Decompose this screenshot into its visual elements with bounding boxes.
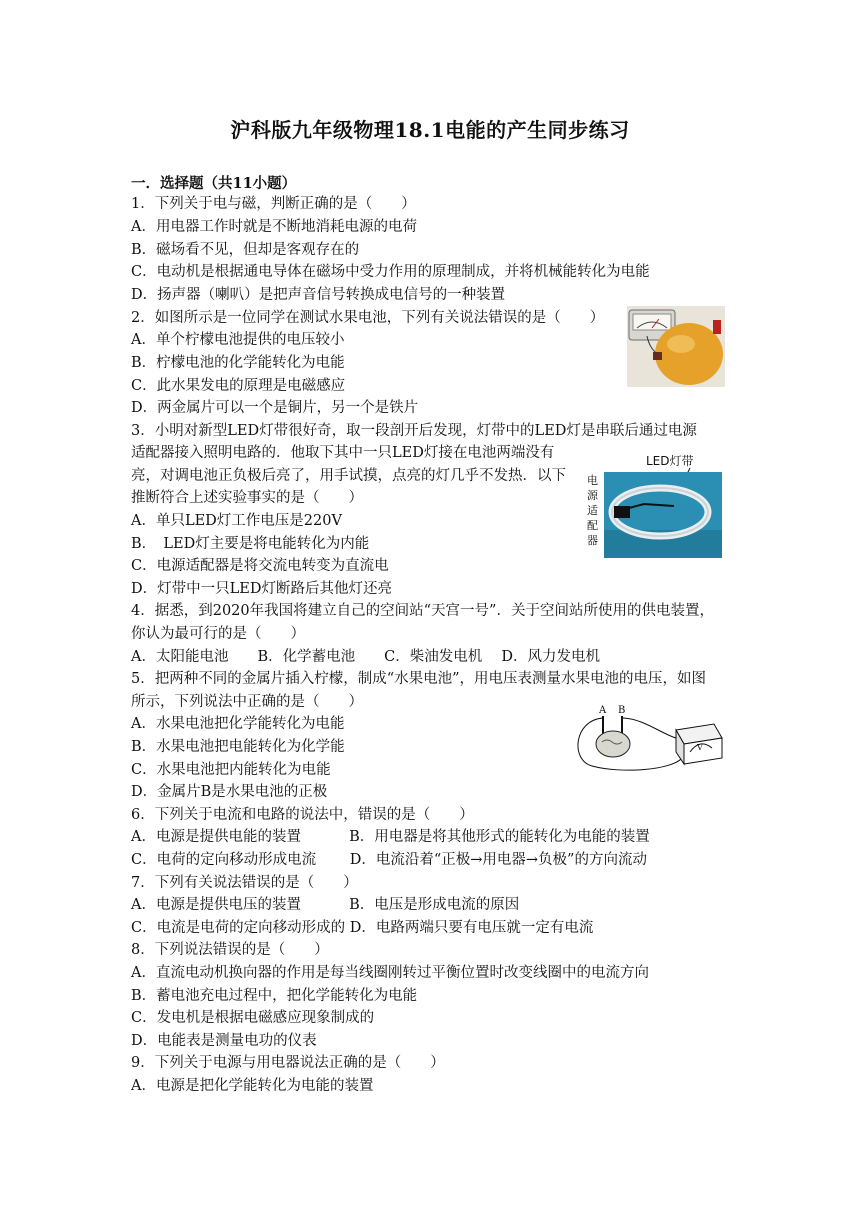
question-3-option-c: C．电源适配器是将交流电转变为直流电 (131, 558, 389, 574)
voltmeter-symbol: V (697, 743, 703, 752)
question-9-option-a: A．电源是把化学能转化为电能的装置 (131, 1078, 374, 1094)
question-5-option-a: A．水果电池把化学能转化为电能 (131, 716, 345, 732)
question-2-stem: 2．如图所示是一位同学在测试水果电池，下列有关说法错误的是（ ） (131, 310, 605, 326)
terminal-b-label: B (618, 705, 626, 716)
svg-text:电: 电 (587, 474, 598, 487)
question-8-option-c: C．发电机是根据电磁感应现象制成的 (131, 1010, 375, 1026)
question-2-option-b: B．柠檬电池的化学能转化为电能 (131, 355, 345, 371)
terminal-a-label: A (599, 705, 607, 716)
question-3-option-a: A．单只LED灯工作电压是220V (131, 513, 342, 529)
question-5-option-b: B．水果电池把电能转化为化学能 (131, 739, 345, 755)
svg-text:配: 配 (587, 519, 598, 532)
question-2-option-a: A．单个柠檬电池提供的电压较小 (131, 332, 345, 348)
question-7-stem: 7．下列有关说法错误的是（ ） (131, 875, 358, 891)
question-8-stem: 8．下列说法错误的是（ ） (131, 942, 329, 958)
question-6-options-cd: C．电荷的定向移动形成电流 D．电流沿着“正极→用电器→负极”的方向流动 (131, 852, 647, 868)
question-8-option-d: D．电能表是测量电功的仪表 (131, 1033, 317, 1049)
svg-text:器: 器 (587, 534, 598, 547)
question-3-stem-line-4: 推断符合上述实验事实的是（ ） (131, 490, 363, 506)
question-3-option-b: B． LED灯主要是将电能转化为内能 (131, 536, 370, 552)
question-6-options-ab: A．电源是提供电能的装置 B．用电器是将其他形式的能转化为电能的装置 (131, 829, 650, 845)
question-1-option-a: A．用电器工作时就是不断地消耗电源的电荷 (131, 219, 417, 235)
question-7-options-cd: C．电流是电荷的定向移动形成的 D．电路两端只要有电压就一定有电流 (131, 920, 594, 936)
page-title: 沪科版九年级物理18.1电能的产生同步练习 (230, 118, 630, 142)
question-8-option-a: A．直流电动机换向器的作用是每当线圈刚转过平衡位置时改变线圈中的电流方向 (131, 965, 649, 981)
question-8-option-b: B．蓄电池充电过程中，把化学能转化为电能 (131, 988, 418, 1004)
question-3-stem-line-3: 亮，对调电池正负极后亮了，用手试摸，点亮的灯几乎不发热．以下 (131, 468, 566, 484)
question-4-stem-line-2: 你认为最可行的是（ ） (131, 626, 305, 642)
lemon-battery-photo (627, 306, 725, 387)
question-9-stem: 9．下列关于电源与用电器说法正确的是（ ） (131, 1055, 445, 1071)
question-1-option-b: B．磁场看不见，但却是客观存在的 (131, 242, 360, 258)
section-heading: 一．选择题（共11小题） (131, 175, 297, 192)
question-3-stem-line-1: 3．小明对新型LED灯带很好奇，取一段剖开后发现，灯带中的LED灯是串联后通过电源 (131, 423, 697, 439)
question-4-options: A．太阳能电池 B．化学蓄电池 C．柴油发电机 D．风力发电机 (131, 649, 600, 665)
question-3-stem-line-2: 适配器接入照明电路的．他取下其中一只LED灯接在电池两端没有 (131, 445, 555, 461)
question-1-option-d: D．扬声器（喇叭）是把声音信号转换成电信号的一种装置 (131, 287, 506, 303)
question-4-stem-line-1: 4．据悉，到2020年我国将建立自己的空间站“天宫一号”．关于空间站所使用的供电装置， (131, 603, 714, 619)
question-6-stem: 6．下列关于电流和电路的说法中，错误的是（ ） (131, 807, 474, 823)
svg-text:源: 源 (587, 489, 598, 502)
fruit-battery-circuit-diagram (572, 700, 724, 780)
question-5-stem-line-2: 所示，下列说法中正确的是（ ） (131, 694, 363, 710)
question-1-stem: 1．下列关于电与磁，判断正确的是（ ） (131, 196, 416, 212)
led-strip-photo (584, 444, 724, 558)
question-7-options-ab: A．电源是提供电压的装置 B．电压是形成电流的原因 (131, 897, 520, 913)
question-2-option-c: C．此水果发电的原理是电磁感应 (131, 378, 346, 394)
question-1-option-c: C．电动机是根据通电导体在磁场中受力作用的原理制成，并将机械能转化为电能 (131, 264, 650, 280)
led-strip-label: LED灯带 (646, 454, 694, 468)
question-5-stem-line-1: 5．把两种不同的金属片插入柠檬，制成“水果电池”，用电压表测量水果电池的电压，如图 (131, 671, 707, 687)
question-5-option-c: C．水果电池把内能转化为电能 (131, 762, 331, 778)
adapter-label (587, 473, 599, 547)
question-3-option-d: D．灯带中一只LED灯断路后其他灯还亮 (131, 581, 392, 597)
svg-text:适: 适 (587, 504, 598, 517)
question-5-option-d: D．金属片B是水果电池的正极 (131, 784, 328, 800)
question-2-option-d: D．两金属片可以一个是铜片，另一个是铁片 (131, 400, 419, 416)
